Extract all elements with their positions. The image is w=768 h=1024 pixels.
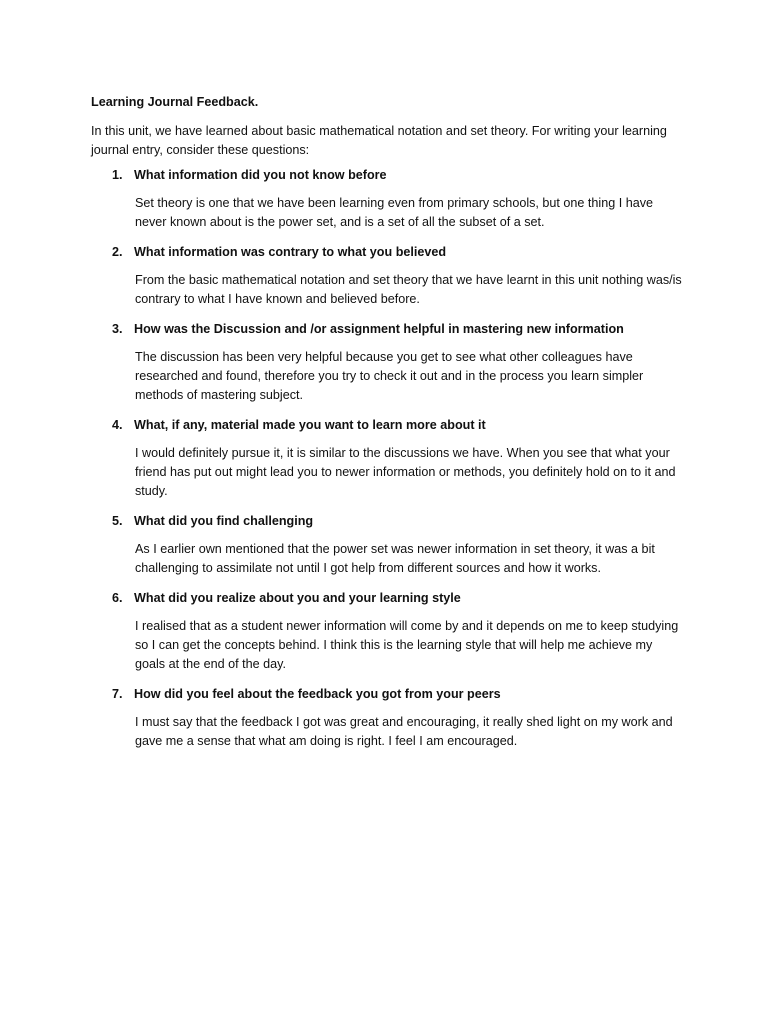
question-item-7	[91, 685, 691, 751]
question-item-4	[91, 416, 691, 501]
question-text: What did you realize about you and your learning style	[134, 591, 461, 605]
question-number: 7.	[112, 687, 123, 701]
question-number: 3.	[112, 322, 123, 336]
question-heading	[91, 166, 691, 185]
document-body	[91, 93, 691, 762]
question-heading	[91, 589, 691, 608]
document-title: Learning Journal Feedback.	[91, 95, 259, 109]
question-text: What information did you not know before	[134, 168, 387, 182]
question-number: 5.	[112, 514, 123, 528]
answer-paragraph: I realised that as a student newer information will come by and it depends on me to keep studying so I can get the concepts behind. I think this is the learning style that will help me achieve my goals at the end of the day.	[135, 619, 679, 671]
question-number: 4.	[112, 418, 123, 432]
question-item-3	[91, 320, 691, 405]
question-text: What, if any, material made you want to learn more about it	[134, 418, 486, 432]
question-number: 6.	[112, 591, 123, 605]
question-item-5	[91, 512, 691, 578]
question-heading	[91, 243, 691, 262]
intro-paragraph: In this unit, we have learned about basic mathematical notation and set theory. For writing your learning journal entry, consider these questions:	[91, 124, 667, 157]
question-text: How was the Discussion and /or assignment helpful in mastering new information	[134, 322, 624, 336]
question-number: 2.	[112, 245, 123, 259]
question-list	[91, 166, 691, 751]
question-item-2	[91, 243, 691, 309]
question-text: How did you feel about the feedback you got from your peers	[134, 687, 501, 701]
answer-paragraph: As I earlier own mentioned that the power set was newer information in set theory, it was a bit challenging to assimilate not until I got help from different sources and how it works.	[135, 542, 655, 575]
question-text: What information was contrary to what you believed	[134, 245, 447, 259]
question-text: What did you find challenging	[134, 514, 314, 528]
answer-paragraph: I must say that the feedback I got was great and encouraging, it really shed light on my work and gave me a sense that what am doing is right. I feel I am encouraged.	[135, 715, 673, 748]
answer-paragraph: The discussion has been very helpful because you get to see what other colleagues have researched and found, therefore you try to check it out and in the process you learn simpler methods of mastering subject.	[135, 350, 644, 402]
question-item-1	[91, 166, 691, 232]
answer-paragraph: From the basic mathematical notation and set theory that we have learnt in this unit nothing was/is contrary to what I have known and believed before.	[135, 273, 682, 306]
answer-paragraph: Set theory is one that we have been learning even from primary schools, but one thing I have never known about is the power set, and is a set of all the subset of a set.	[135, 196, 654, 229]
question-item-6	[91, 589, 691, 674]
answer-paragraph: I would definitely pursue it, it is similar to the discussions we have. When you see that what your friend has put out might lead you to newer information or methods, you definitely hold on to it and study.	[135, 446, 676, 498]
question-heading	[91, 685, 691, 704]
question-heading	[91, 320, 691, 339]
question-heading	[91, 416, 691, 435]
question-number: 1.	[112, 168, 123, 182]
question-heading	[91, 512, 691, 531]
